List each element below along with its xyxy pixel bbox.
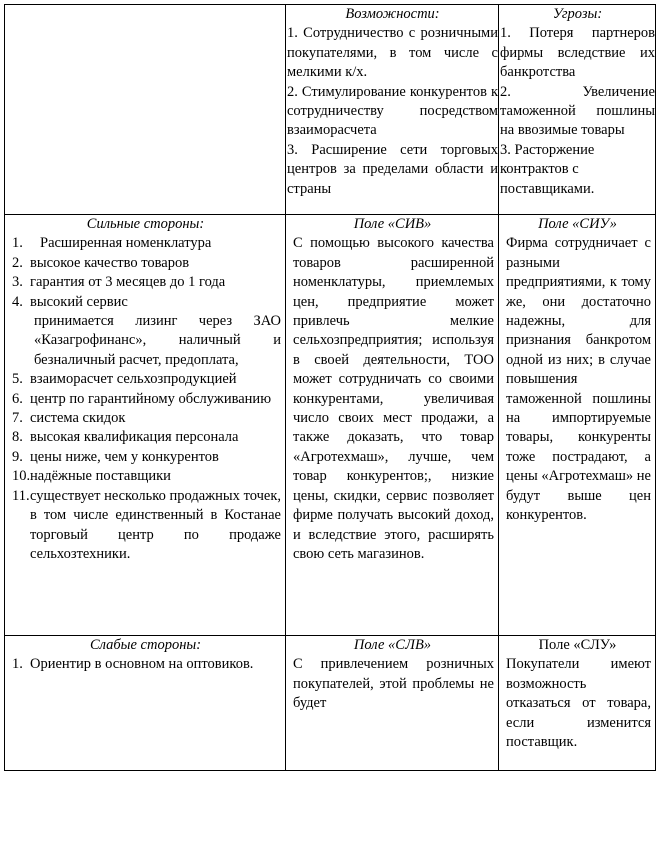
opportunity-item: 2. Стимулирование конкурентов к сотрудничеству посредством взаиморасчета	[287, 83, 498, 139]
threat-item: 3. Расторжение контрактов с поставщиками.	[500, 141, 595, 197]
wo-field-title: Поле «СЛВ»	[353, 637, 432, 653]
weaknesses-list	[6, 655, 285, 674]
opportunities-title: Возможности:	[345, 6, 440, 22]
list-item: 10. надёжные поставщики	[12, 468, 171, 485]
wo-field-text: С привлечением розничных покупателей, этой проблемы не будет	[293, 656, 494, 712]
strengths-title: Сильные стороны:	[86, 216, 205, 232]
threats-cell	[499, 5, 656, 215]
list-item: 11. существует несколько продажных точек, в том числе единственный в Костанае торговый центр по продаже сельхозтехники.	[12, 487, 281, 562]
header-row	[5, 5, 656, 215]
list-item: 7. система скидок	[12, 410, 126, 427]
wt-field-text: Покупатели имеют возможность отказаться от товара, если изменится поставщик.	[506, 656, 651, 751]
opportunity-item: 1. Сотрудничество с розничными покупателями, в том числе с мелкими к/х.	[287, 25, 498, 81]
swot-table	[4, 4, 656, 771]
list-item: 1. Ориентир в основном на оптовиков.	[12, 656, 254, 673]
list-item: 4. высокий сервис	[12, 293, 128, 310]
list-item: 9. цены ниже, чем у конкурентов	[12, 448, 219, 465]
list-item: 5. взаиморасчет сельхозпродукцией	[12, 371, 237, 388]
weaknesses-title: Слабые стороны:	[89, 637, 202, 653]
wo-field-cell	[286, 636, 499, 771]
opportunity-item: 3. Расширение сети торговых центров за пределами области и страны	[287, 141, 498, 197]
wt-field-cell	[499, 636, 656, 771]
sio-field-text: С помощью высокого качества товаров расширенной номенклатуры, приемлемых цен, предприятие может привлечь мелкие сельхозпредприятия; используя в своей деятельности, ТОО может сотрудничать со своими конкурентами, увеличивая число своих мест продажи, а также доказать, что товар «Агротехмаш», лучше, чем товар конкурентов;, низкие цены, скидки, сервис позволяет фирме получать высокий доход, и вследствие этого, расширять свою сеть магазинов.	[293, 235, 494, 562]
empty-corner-cell	[5, 5, 286, 215]
siu-field-cell	[499, 215, 656, 636]
sio-field-title: Поле «СИВ»	[353, 216, 432, 232]
list-item: 6. центр по гарантийному обслуживанию	[12, 390, 272, 407]
list-item: 8. высокая квалификация персонала	[12, 429, 239, 446]
list-item: 3. гарантия от 3 месяцев до 1 года	[12, 274, 226, 291]
threats-title: Угрозы:	[552, 6, 603, 22]
list-item: 2. высокое качество товаров	[12, 254, 190, 271]
list-item: 1. Расширенная номенклатура	[12, 235, 212, 252]
threat-item: 1. Потеря партнеров фирмы вследствие их банкротства	[500, 25, 655, 81]
wt-field-title: Поле «СЛУ»	[538, 637, 617, 653]
list-item-continuation: принимается лизинг через ЗАО «Казагрофинанс», наличный и безналичный расчет, предоплата,	[34, 313, 281, 368]
opportunities-cell	[286, 5, 499, 215]
strengths-row	[5, 215, 656, 636]
weaknesses-cell	[5, 636, 286, 771]
siu-field-title: Поле «СИУ»	[538, 216, 617, 232]
sio-field-cell	[286, 215, 499, 636]
strengths-list	[6, 234, 285, 564]
siu-field-text: Фирма сотрудничает с разными предприятиями, к тому же, они достаточно надежны, для признания банкротом одной из них; в случае повышения таможенной пошлины на импортируемые товары, конкуренты тоже пострадают, а цены «Агротехмаш» не будут выше цен конкурентов.	[506, 235, 651, 524]
threat-item: 2. Увеличение таможенной пошлины на ввозимые товары	[500, 83, 655, 139]
strengths-cell	[5, 215, 286, 636]
weaknesses-row	[5, 636, 656, 771]
